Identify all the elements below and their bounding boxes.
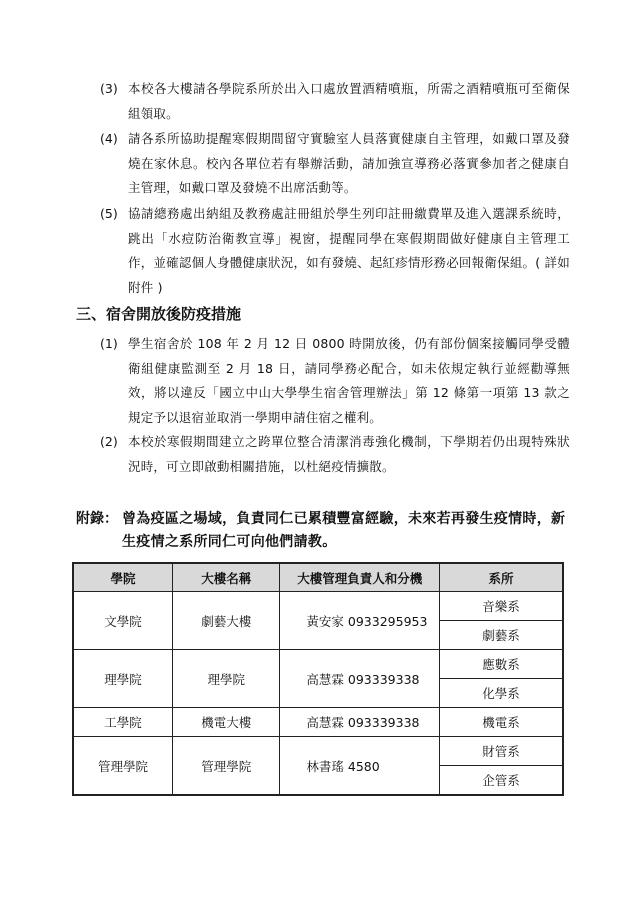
department-cell: 劇藝系: [440, 621, 563, 650]
department-cell: 應數系: [440, 650, 563, 679]
section-title: 三、宿舍開放後防疫措施: [76, 305, 242, 323]
item-number: (4): [100, 131, 118, 146]
table-row: [73, 650, 563, 679]
appendix-note: [76, 508, 576, 554]
table-row: [73, 708, 563, 737]
list-item-5: [100, 202, 570, 300]
college-cell: 工學院: [73, 708, 172, 737]
table-row: [73, 737, 563, 766]
college-cell: 管理學院: [73, 737, 172, 796]
contact-table: [72, 562, 564, 796]
contact-cell: 黃安家 0933295953: [280, 592, 440, 650]
contact-cell: 高慧霖 093339338: [280, 650, 440, 708]
header-contact: 大樓管理負責人和分機: [280, 563, 440, 592]
contact-cell: 高慧霖 093339338: [280, 708, 440, 737]
appendix-label: 附錄：: [76, 511, 118, 527]
item-number: (3): [100, 81, 118, 96]
section-item-2: [100, 430, 570, 479]
appendix-text: 曾為疫區之場域，負責同仁已累積豐富經驗，未來若再發生疫情時，新生疫情之系所同仁可向他們請教。: [122, 511, 566, 550]
item-number: (5): [100, 206, 118, 221]
department-cell: 企管系: [440, 766, 563, 796]
college-cell: 文學院: [73, 592, 172, 650]
item-text: 本校各大樓請各學院系所於出入口處放置酒精噴瓶，所需之酒精噴瓶可至衛保組領取。: [128, 81, 570, 121]
department-cell: 機電系: [440, 708, 563, 737]
section-item-1: [100, 332, 570, 430]
item-number: (1): [100, 336, 118, 351]
table-header-row: [73, 563, 563, 592]
college-cell: 理學院: [73, 650, 172, 708]
list-item-3: [100, 77, 570, 126]
table-row: [73, 592, 563, 621]
item-text: 本校於寒假期間建立之跨單位整合清潔消毒強化機制，下學期若仍出現特殊狀況時，可立即啟動相關措施，以杜絕疫情擴散。: [128, 434, 570, 474]
department-cell: 音樂系: [440, 592, 563, 621]
header-building: 大樓名稱: [172, 563, 279, 592]
department-cell: 化學系: [440, 679, 563, 708]
building-cell: 管理學院: [172, 737, 279, 796]
header-department: 系所: [440, 563, 563, 592]
item-number: (2): [100, 434, 118, 449]
item-text: 學生宿舍於 108 年 2 月 12 日 0800 時開放後，仍有部份個案接觸同學受體衛組健康監測至 2 月 18 日，請同學務必配合，如未依規定執行並經勸導無效，將以違反「國立中山大學學生宿舍管理辦法」第 12 條第一項第 13 款之規定予以退宿並取消一學期申請住宿之權利。: [128, 336, 570, 425]
item-text: 請各系所協助提醒寒假期間留守實驗室人員落實健康自主管理，如戴口罩及發燒在家休息。校內各單位若有舉辦活動，請加強宣導務必落實參加者之健康自主管理，如戴口罩及發燒不出席活動等。: [128, 131, 570, 195]
department-cell: 財管系: [440, 737, 563, 766]
list-item-4: [100, 127, 570, 201]
building-cell: 劇藝大樓: [172, 592, 279, 650]
header-college: 學院: [73, 563, 172, 592]
item-text: 協請總務處出納組及教務處註冊組於學生列印註冊繳費單及進入選課系統時，跳出「水痘防治衛教宣導」視窗，提醒同學在寒假期間做好健康自主管理工作，並確認個人身體健康狀況，如有發燒、起紅疹情形務必回報衛保組。( 詳如附件 ): [128, 206, 570, 295]
contact-cell: 林書瑤 4580: [280, 737, 440, 796]
building-cell: 機電大樓: [172, 708, 279, 737]
building-cell: 理學院: [172, 650, 279, 708]
